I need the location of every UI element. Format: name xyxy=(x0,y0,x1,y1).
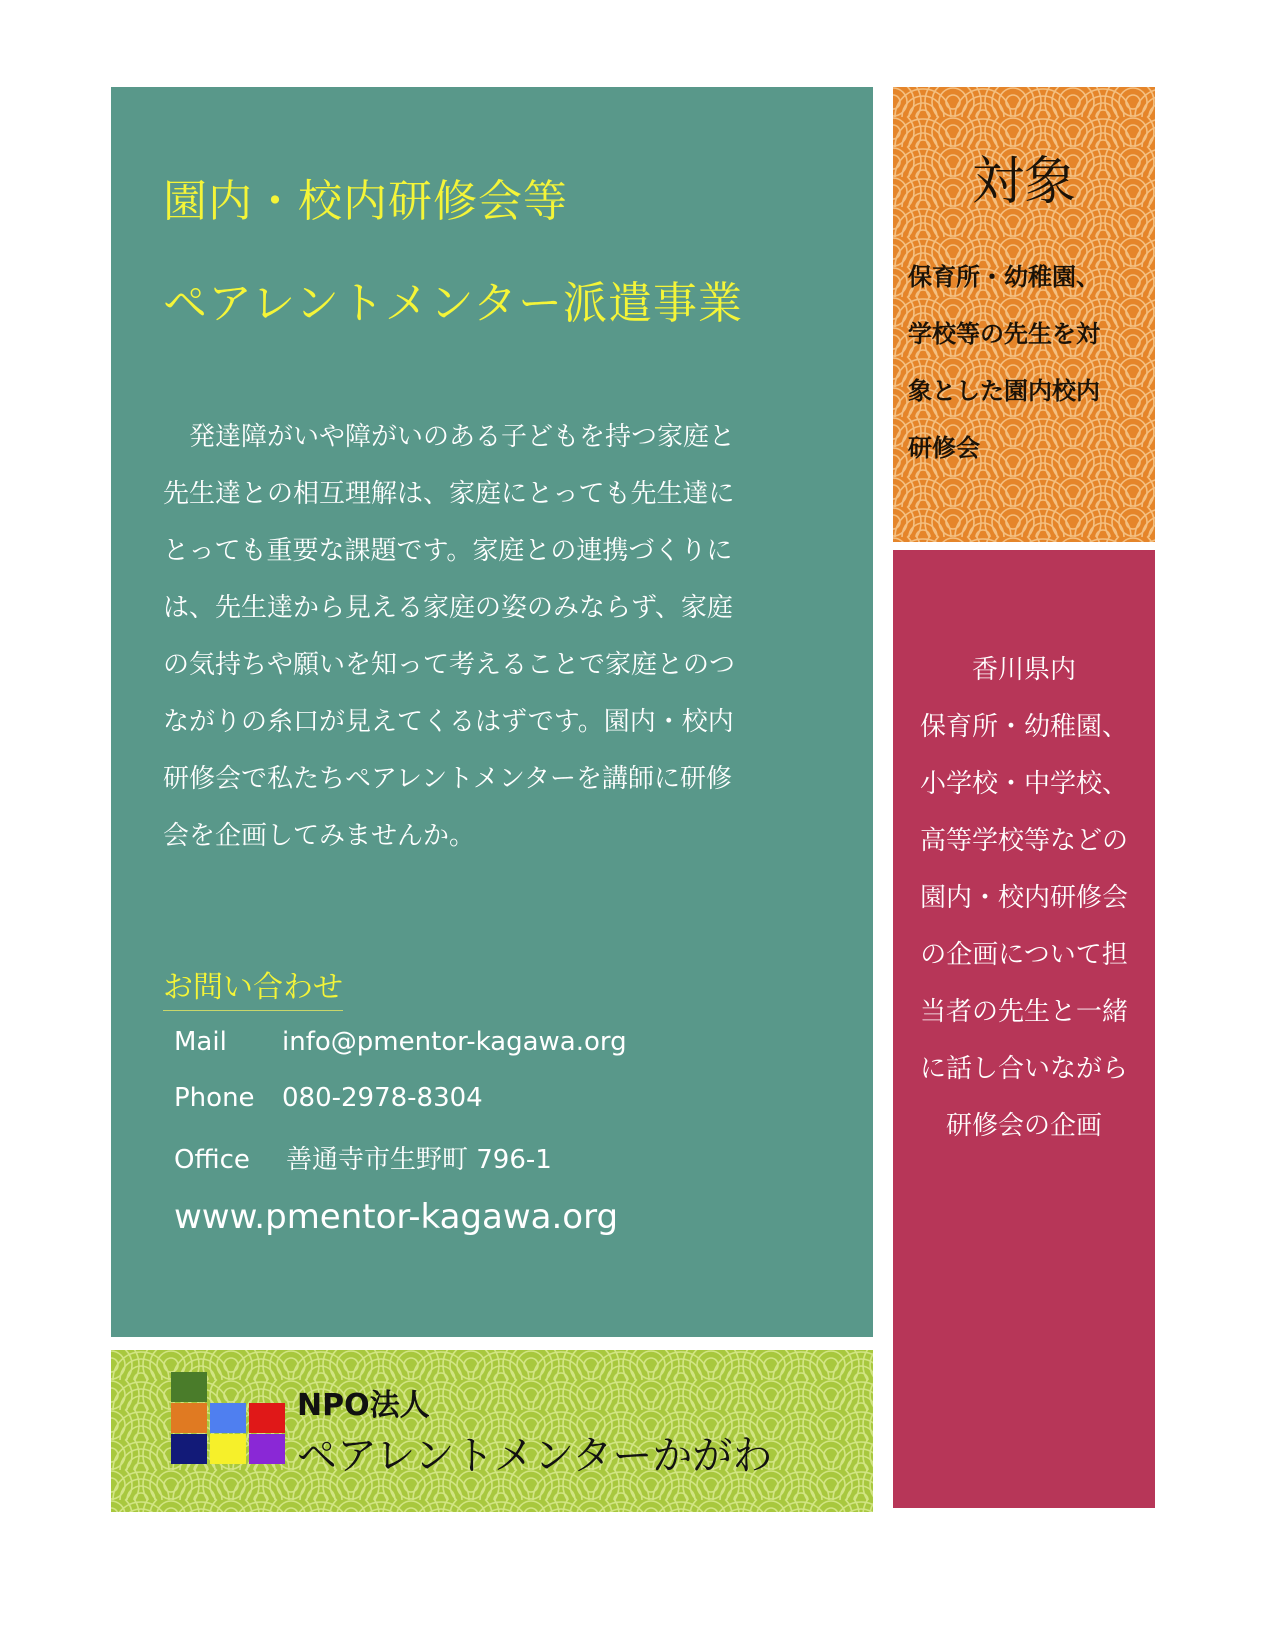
office-value: 善通寺市生野町 796-1 xyxy=(286,1145,552,1175)
description-line: 先生達との相互理解は、家庭にとっても先生達に xyxy=(163,479,735,509)
scope-description xyxy=(893,642,1155,1155)
scope-line: 小学校・中学校、 xyxy=(919,769,1128,799)
target-line: 象とした園内校内 xyxy=(908,377,1100,405)
target-title: 対象 xyxy=(971,152,1076,212)
scope-line: 香川県内 xyxy=(971,655,1076,685)
description-line: とっても重要な課題です。家庭との連携づくりに xyxy=(163,536,733,566)
logo-mark xyxy=(171,1372,285,1486)
target-line: 学校等の先生を対 xyxy=(908,320,1100,348)
office-label: Office xyxy=(174,1145,250,1175)
title-line-2: ペアレントメンター派遣事業 xyxy=(163,278,743,329)
scope-panel xyxy=(893,550,1155,1508)
org-type: NPO法人 xyxy=(297,1388,430,1423)
title-line-1: 園内・校内研修会等 xyxy=(163,176,568,227)
contact-heading: お問い合わせ xyxy=(163,962,343,1011)
website-link[interactable]: www.pmentor-kagawa.org xyxy=(174,1197,619,1237)
description-line: の気持ちや願いを知って考えることで家庭とのつ xyxy=(163,650,736,680)
scope-line: 園内・校内研修会 xyxy=(919,883,1128,913)
mail-label: Mail xyxy=(174,1027,227,1057)
contact-phone-row xyxy=(174,1083,483,1113)
description-line: 会を企画してみませんか。 xyxy=(163,821,476,851)
phone-value[interactable]: 080-2978-8304 xyxy=(282,1083,483,1113)
description-text xyxy=(163,409,813,865)
logo-tile-orange xyxy=(171,1403,207,1433)
scope-line: 研修会の企画 xyxy=(945,1111,1102,1141)
main-panel xyxy=(111,87,873,1337)
scope-line: 保育所・幼稚園、 xyxy=(919,712,1128,742)
target-panel xyxy=(893,87,1155,542)
logo-tile-green xyxy=(171,1372,207,1402)
logo-tile-yellow xyxy=(210,1434,246,1464)
contact-office-row xyxy=(174,1139,552,1176)
contact-mail-row xyxy=(174,1027,627,1057)
org-name: ペアレントメンターかがわ xyxy=(297,1433,773,1479)
scope-line: の企画について担 xyxy=(920,940,1128,970)
organization-logo-banner xyxy=(111,1350,873,1512)
description-line: 発達障がいや障がいのある子どもを持つ家庭と xyxy=(163,422,736,452)
logo-tile-red xyxy=(249,1403,285,1433)
scope-line: 当者の先生と一緒 xyxy=(919,997,1128,1027)
logo-tile-blue xyxy=(210,1403,246,1433)
scope-line: に話し合いながら xyxy=(919,1054,1128,1084)
target-description xyxy=(908,249,1148,477)
mail-value[interactable]: info@pmentor-kagawa.org xyxy=(282,1027,627,1057)
description-line: ながりの糸口が見えてくるはずです。園内・校内 xyxy=(163,707,734,737)
description-line: は、先生達から見える家庭の姿のみならず、家庭 xyxy=(163,593,733,623)
logo-tile-navy xyxy=(171,1434,207,1464)
target-line: 研修会 xyxy=(908,434,980,462)
description-line: 研修会で私たちペアレントメンターを講師に研修 xyxy=(163,764,733,794)
logo-tile-purple xyxy=(249,1434,285,1464)
scope-line: 高等学校等などの xyxy=(919,826,1128,856)
target-line: 保育所・幼稚園、 xyxy=(908,263,1100,291)
phone-label: Phone xyxy=(174,1083,255,1113)
